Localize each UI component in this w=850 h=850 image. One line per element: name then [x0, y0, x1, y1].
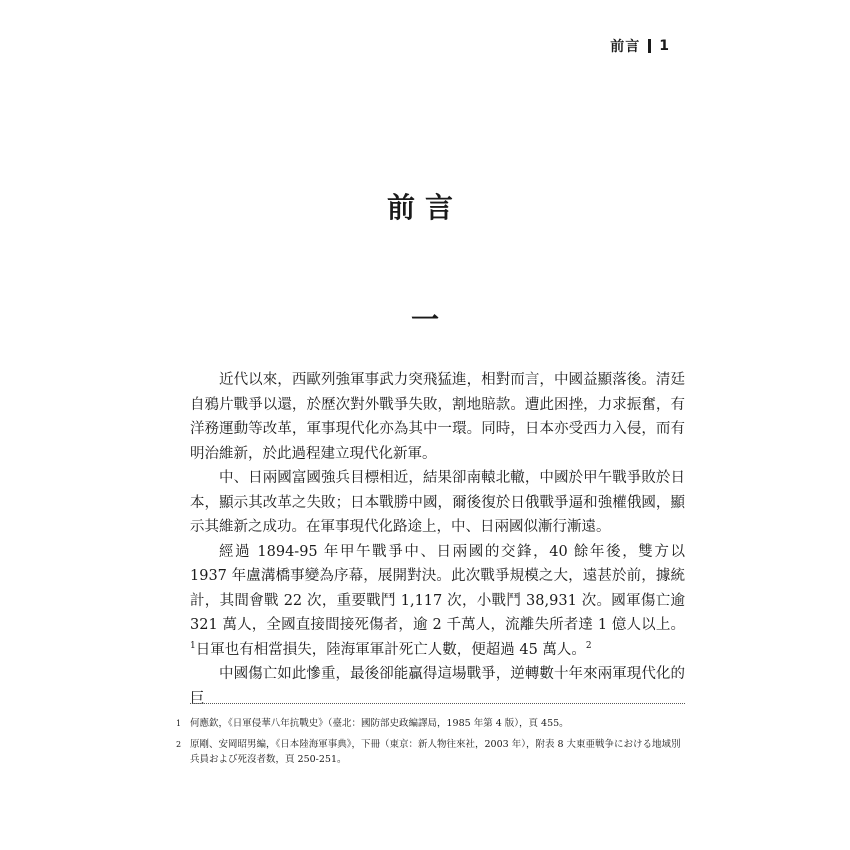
- footnote-text: 原剛、安岡昭男編，《日本陸海軍事典》，下冊（東京：新人物往來社，2003 年），附表 8 大東亜戦争における地域別兵員および死沒者数，頁 250-251。: [190, 739, 681, 765]
- running-head-section: 前言: [610, 39, 641, 55]
- chapter-title: 前言: [386, 191, 463, 224]
- body-text: [190, 368, 685, 711]
- paragraph-4: 中國傷亡如此慘重，最後卻能贏得這場戰爭，逆轉數十年來兩軍現代化的巨: [190, 666, 685, 707]
- footnote-2: [176, 737, 686, 767]
- section-number: 一: [410, 303, 439, 336]
- paragraph-3-part-b: 日軍也有相當損失，陸海軍軍計死亡人數，便超過 45 萬人。: [195, 641, 586, 658]
- footnote-ref-2[interactable]: 2: [585, 640, 592, 651]
- page-number: 1: [659, 38, 670, 54]
- paragraph-2: 中、日兩國富國強兵目標相近，結果卻南轅北轍，中國於甲午戰爭敗於日本，顯示其改革之失敗；日本戰勝中國，爾後復於日俄戰爭逼和強權俄國，顯示其維新之成功。在軍事現代化路途上，中、日兩國似漸行漸遠。: [190, 470, 685, 535]
- running-head: [610, 36, 670, 56]
- footnote-1: [176, 716, 686, 731]
- running-head-divider: [648, 39, 651, 53]
- footnote-text: 何應欽，《日軍侵華八年抗戰史》（臺北：國防部史政編譯局，1985 年第 4 版），頁 455。: [190, 718, 569, 729]
- footnotes: [176, 716, 686, 773]
- paragraph-3-part-a: 經過 1894-95 年甲午戰爭中、日兩國的交鋒，40 餘年後，雙方以 1937 年盧溝橋事變為序幕，展開對決。此次戰爭規模之大，遠甚於前，據統計，其間會戰 22 次，重要戰鬥 1,117 次，小戰鬥 38,931 次。國軍傷亡逾 321 萬人，全國直接間接死傷者，逾 2 千萬人，流離失所者達 1 億人以上。: [190, 543, 685, 633]
- paragraph-1: 近代以來，西歐列強軍事武力突飛猛進，相對而言，中國益顯落後。清廷自鴉片戰爭以還，於歷次對外戰爭失敗，割地賠款。遭此困挫，力求振奮，有洋務運動等改革，軍事現代化亦為其中一環。同時，日本亦受西力入侵，而有明治維新，於此過程建立現代化新軍。: [190, 372, 685, 462]
- footnote-ref-1[interactable]: 1: [190, 640, 196, 651]
- footnote-mark: 1: [176, 719, 182, 728]
- paragraph-3: [190, 540, 685, 663]
- footnote-mark: 2: [176, 740, 182, 749]
- footnote-divider: [190, 703, 685, 704]
